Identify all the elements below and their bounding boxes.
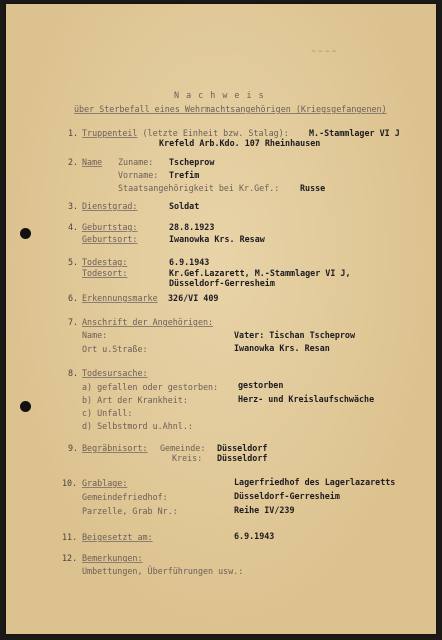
section-8-number: 8. [68, 368, 79, 378]
death-place-label: Todesort: [82, 268, 128, 278]
killed-or-died-label: a) gefallen oder gestorben: [82, 382, 219, 392]
name-label: Name [82, 157, 103, 167]
burial-place-label: Begräbnisort: [82, 443, 148, 453]
rank-label: Dienstgrad: [82, 201, 138, 211]
section-5-number: 5. [68, 257, 79, 267]
grave-location-value-2: Düsseldorf-Gerresheim [234, 491, 340, 501]
troop-unit-form: (letzte Einheit bzw. Stalag): [137, 128, 289, 138]
section-2-number: 2. [68, 157, 79, 167]
killed-or-died-value: gestorben [238, 380, 284, 390]
section-1-number: 1. [68, 128, 79, 138]
surname-value: Tscheprow [169, 157, 215, 167]
section-1-label-line [82, 128, 289, 138]
district-value: Düsseldorf [217, 453, 268, 463]
section-4-number: 4. [68, 222, 79, 232]
cause-of-death-label: Todesursache: [82, 368, 148, 378]
relatives-address-label: Anschrift der Angehörigen: [82, 317, 214, 327]
nationality-value: Russe [300, 183, 326, 193]
death-date-label: Todestag: [82, 257, 128, 267]
reburials-label: Umbettungen, Überführungen usw.: [82, 566, 244, 576]
section-6-number: 6. [68, 293, 79, 303]
punch-hole-bottom [20, 401, 31, 412]
relative-address-value: Iwanowka Krs. Resan [234, 343, 330, 353]
punch-hole-top [20, 228, 31, 239]
birth-place-label: Geburtsort: [82, 234, 138, 244]
accident-label: c) Unfall: [82, 408, 133, 418]
section-11-number: 11. [62, 532, 78, 542]
grave-location-value-3: Reihe IV/239 [234, 505, 295, 515]
birth-place-value: Iwanowka Krs. Resaw [169, 234, 265, 244]
death-date-value: 6.9.1943 [169, 257, 210, 267]
death-place-value-1: Kr.Gef.Lazarett, M.-Stammlager VI J, [169, 268, 351, 278]
cemetery-label: Gemeindefriedhof: [82, 492, 168, 502]
surname-label: Zuname: [118, 157, 154, 167]
document-page [6, 4, 436, 634]
document-subtitle: über Sterbefall eines Wehrmachtsangehörigen (Kriegsgefangenen) [74, 104, 387, 114]
id-tag-label: Erkennungsmarke [82, 293, 158, 303]
section-7-number: 7. [68, 317, 79, 327]
section-10-number: 10. [62, 478, 78, 488]
nationality-label: Staatsangehörigkeit bei Kr.Gef.: [118, 183, 280, 193]
pencil-note: ~ ~ ~ ~ [311, 48, 337, 55]
first-name-label: Vorname: [118, 170, 159, 180]
relative-address-label: Ort u.Straße: [82, 344, 148, 354]
suicide-label: d) Selbstmord u.Ahnl.: [82, 421, 193, 431]
death-place-value-2: Düsseldorf-Gerresheim [169, 278, 275, 288]
grave-location-value-1: Lagerfriedhof des Lagerlazaretts [234, 477, 396, 487]
relative-name-label: Name: [82, 330, 108, 340]
section-9-number: 9. [68, 443, 79, 453]
first-name-value: Trefim [169, 170, 200, 180]
section-3-number: 3. [68, 201, 79, 211]
buried-on-value: 6.9.1943 [234, 531, 275, 541]
remarks-label: Bemerkungen: [82, 553, 143, 563]
district-label: Kreis: [172, 453, 203, 463]
id-tag-value: 326/VI 409 [168, 293, 219, 303]
plot-grave-label: Parzelle, Grab Nr.: [82, 506, 178, 516]
section-12-number: 12. [62, 553, 78, 563]
illness-type-value: Herz- und Kreislaufschwäche [238, 394, 375, 404]
buried-on-label: Beigesetzt am: [82, 532, 153, 542]
document-title: N a c h w e i s [174, 90, 265, 100]
troop-unit-value-2: Krefeld Arb.Kdo. 107 Rheinhausen [159, 138, 321, 148]
municipality-value: Düsseldorf [217, 443, 268, 453]
grave-location-label: Grablage: [82, 478, 128, 488]
birth-date-value: 28.8.1923 [169, 222, 215, 232]
rank-value: Soldat [169, 201, 200, 211]
illness-type-label: b) Art der Krankheit: [82, 395, 188, 405]
troop-unit-label: Truppenteil [82, 128, 138, 138]
municipality-label: Gemeinde: [160, 443, 206, 453]
birth-date-label: Geburtstag: [82, 222, 138, 232]
relative-name-value: Vater: Tischan Tscheprow [234, 330, 356, 340]
troop-unit-value-1: M.-Stammlager VI J [309, 128, 400, 138]
